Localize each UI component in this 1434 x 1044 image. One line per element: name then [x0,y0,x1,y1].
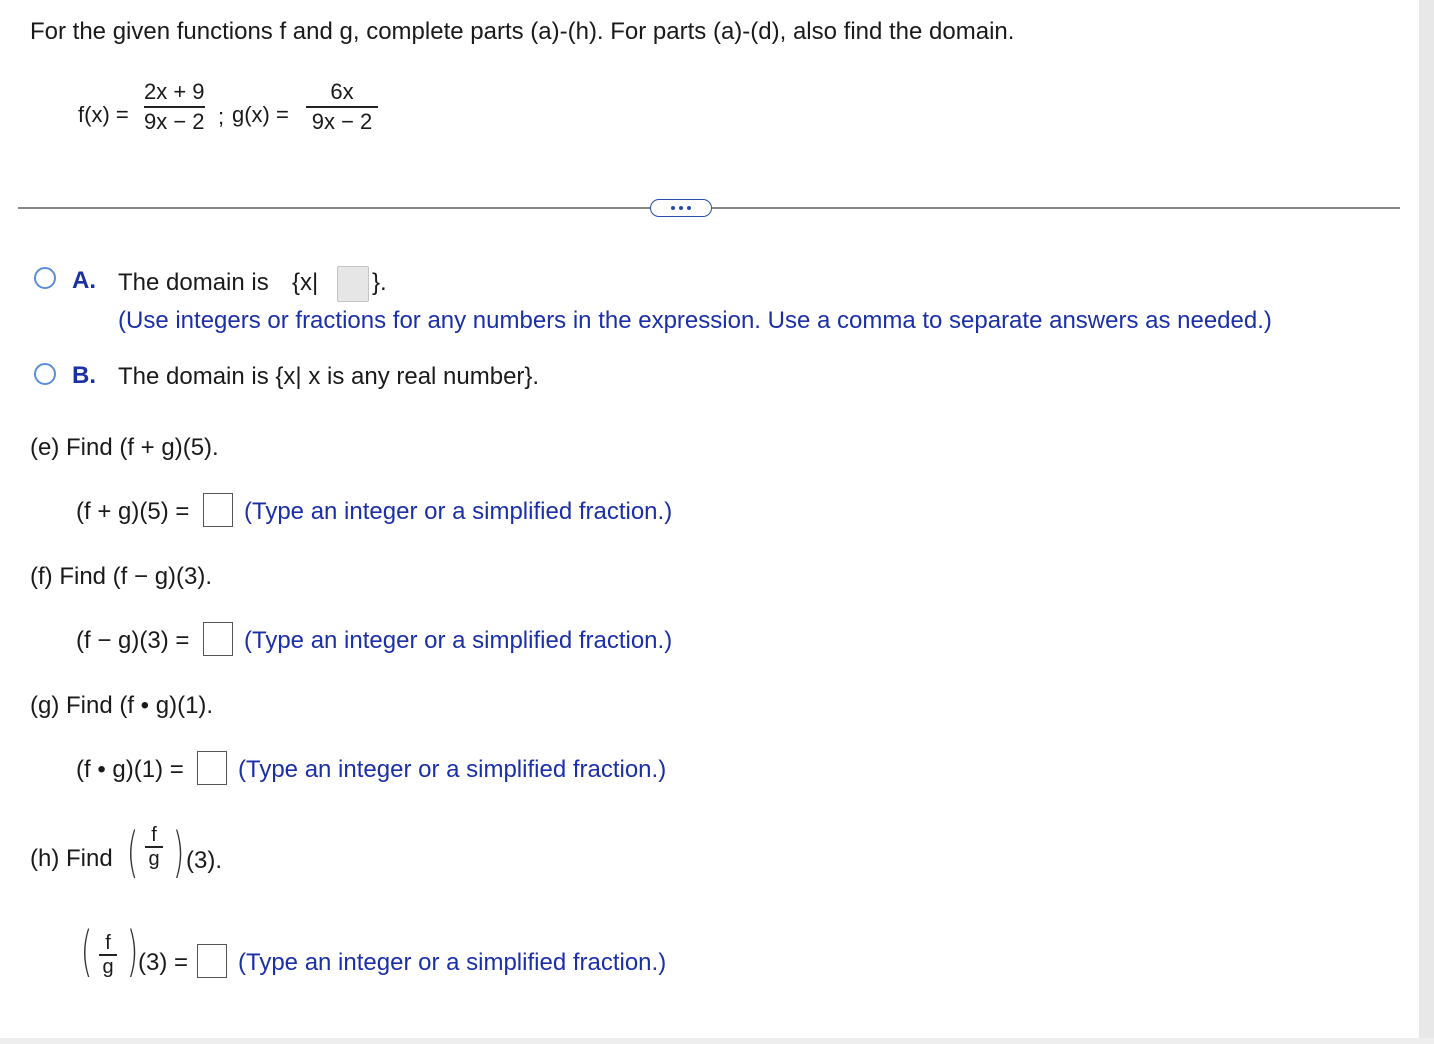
f-fraction [144,78,205,136]
part-g-prompt: (g) Find (f • g)(1). [30,692,214,719]
fraction-denominator: g [102,955,114,978]
f-numerator: 2x + 9 [144,79,205,104]
part-g-answer-input[interactable] [197,751,227,785]
part-e-hint: (Type an integer or a simplified fraction.) [244,498,673,525]
part-g-hint: (Type an integer or a simplified fraction.) [238,756,667,783]
part-h-prompt: (h) Find [30,845,113,872]
fraction-denominator: g [148,847,160,870]
part-f-prompt: (f) Find (f − g)(3). [30,563,213,590]
function-separator: ; [218,104,225,129]
g-numerator: 6x [330,79,354,104]
part-h-lhs-fraction [99,932,117,978]
option-b-text: The domain is {x| x is any real number}. [118,363,540,390]
option-b-radio[interactable] [34,363,56,385]
right-paren: ) [126,920,139,983]
fraction-numerator: f [105,932,111,954]
domain-input[interactable] [337,266,369,302]
part-h-lhs: (3) = [138,949,189,976]
option-a-letter: A. [72,267,96,294]
instructions-text: For the given functions f and g, complete parts (a)-(h). For parts (a)-(d), also find the domain. [30,18,1015,45]
part-e-prompt: (e) Find (f + g)(5). [30,434,219,461]
part-e-lhs: (f + g)(5) = [76,498,190,525]
f-label: f(x) = [78,102,129,127]
dot-icon [687,206,691,210]
f-denominator: 9x − 2 [144,108,205,134]
option-a-set-close: }. [372,269,387,296]
expand-more-button[interactable] [650,199,712,217]
left-paren: ( [126,821,139,884]
option-a-text: The domain is [118,269,269,296]
part-g-lhs: (f • g)(1) = [76,756,184,783]
part-h-answer-input[interactable] [197,944,227,978]
part-h-hint: (Type an integer or a simplified fraction.) [238,949,667,976]
dot-icon [671,206,675,210]
g-fraction [306,78,378,136]
fraction-numerator: f [151,824,157,846]
bottom-edge [0,1038,1434,1044]
part-f-answer-input[interactable] [203,622,233,656]
option-a-hint: (Use integers or fractions for any numbers in the expression. Use a comma to separate answers as needed.) [118,307,1272,334]
part-e-answer-input[interactable] [203,493,233,527]
part-f-hint: (Type an integer or a simplified fraction.) [244,627,673,654]
part-h-prompt-after: (3). [186,847,222,874]
option-a-radio[interactable] [34,267,56,289]
option-a-set-open: {x| [292,269,319,296]
part-h-prompt-fraction [145,824,163,870]
left-paren: ( [80,920,93,983]
g-denominator: 9x − 2 [311,108,373,134]
part-f-lhs: (f − g)(3) = [76,627,190,654]
dot-icon [679,206,683,210]
right-paren: ) [172,821,185,884]
right-side-panel [1419,0,1434,1044]
option-b-letter: B. [72,362,96,389]
g-label: g(x) = [232,102,289,127]
